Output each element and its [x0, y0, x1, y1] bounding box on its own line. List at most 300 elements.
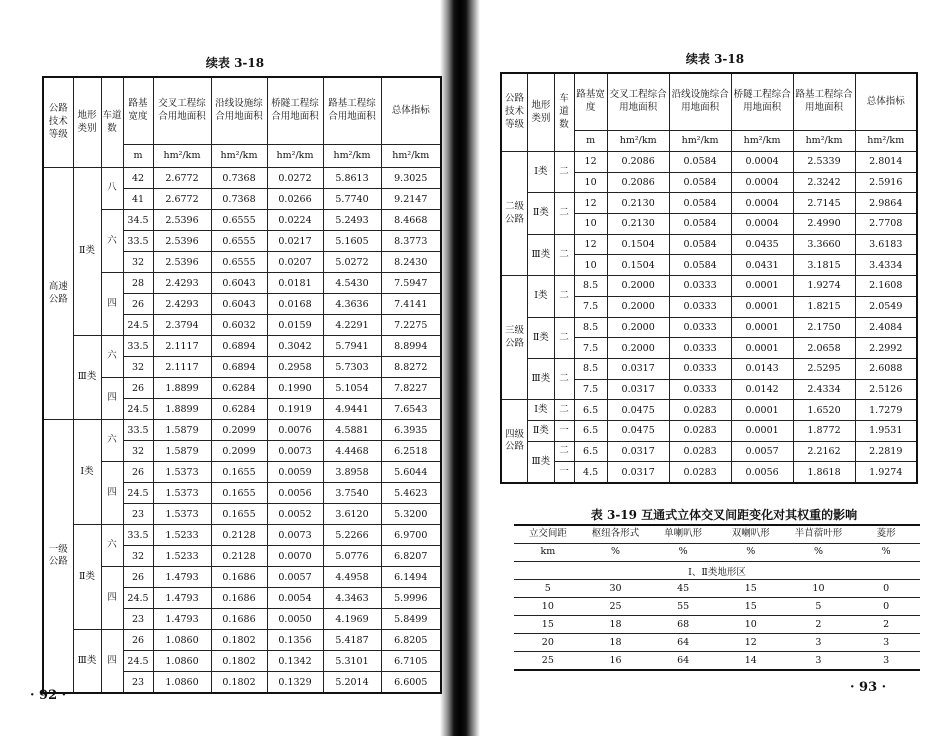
value-cell: 0.0004	[731, 172, 793, 193]
value-cell: 0.2128	[211, 525, 267, 546]
table-row	[43, 378, 441, 399]
header-width: 路基宽度	[123, 77, 153, 145]
table-row	[501, 276, 917, 297]
value-cell: 0.1655	[211, 483, 267, 504]
value-cell: 0.2958	[267, 357, 323, 378]
table-row	[501, 441, 917, 462]
value-cell: 1.5233	[153, 546, 211, 567]
value-cell: 0.0283	[669, 420, 731, 441]
value-cell: 5.1605	[323, 231, 381, 252]
table-row	[501, 317, 917, 338]
table-row	[43, 525, 441, 546]
table-row	[514, 616, 920, 634]
value-cell: 45	[649, 580, 717, 598]
value-cell: 0.1802	[211, 672, 267, 694]
value-cell: 3.7540	[323, 483, 381, 504]
value-cell: 0.0004	[731, 214, 793, 235]
table-row	[43, 210, 441, 231]
value-cell: 0.6555	[211, 252, 267, 273]
value-cell: 0.1655	[211, 504, 267, 525]
value-cell: 2.4084	[855, 317, 917, 338]
group-label: 八	[101, 168, 123, 210]
group-label: 二级公路	[501, 152, 528, 276]
value-cell: 3	[785, 652, 853, 671]
value-cell: 6.5	[574, 441, 607, 462]
value-cell: 33.5	[123, 336, 153, 357]
value-cell: 0.0333	[669, 296, 731, 317]
value-cell: 2.6772	[153, 168, 211, 189]
right-table-body	[501, 152, 917, 484]
value-cell: 0.0224	[267, 210, 323, 231]
header-lanes: 车道数	[101, 77, 123, 168]
table-row	[43, 273, 441, 294]
value-cell: 8.3773	[381, 231, 441, 252]
value-cell: 28	[123, 273, 153, 294]
t19-unit: km	[514, 544, 582, 562]
value-cell: 5.3101	[323, 651, 381, 672]
value-cell: 2.4334	[793, 379, 855, 400]
value-cell: 10	[574, 214, 607, 235]
value-cell: 0.2130	[607, 193, 669, 214]
value-cell: 15	[717, 598, 785, 616]
value-cell: 64	[649, 652, 717, 671]
land-use-table-left	[42, 76, 442, 694]
value-cell: 0.1919	[267, 399, 323, 420]
value-cell: 41	[123, 189, 153, 210]
value-cell: 18	[582, 634, 650, 652]
header-c3: 桥隧工程综合用地面积	[731, 73, 793, 131]
value-cell: 5.6044	[381, 462, 441, 483]
header-grade: 公路技术等级	[501, 73, 528, 152]
group-label: Ⅱ类	[73, 168, 101, 336]
value-cell: 0.0057	[731, 441, 793, 462]
value-cell: 24.5	[123, 399, 153, 420]
value-cell: 0.0143	[731, 358, 793, 379]
value-cell: 5.0776	[323, 546, 381, 567]
value-cell: 0.0142	[731, 379, 793, 400]
value-cell: 0.0317	[607, 358, 669, 379]
header-c5: 总体指标	[381, 77, 441, 145]
value-cell: 2.5295	[793, 358, 855, 379]
value-cell: 0.2000	[607, 296, 669, 317]
unit-cell: hm²/km	[211, 145, 267, 168]
table-title: 续表 3-18	[205, 56, 265, 70]
value-cell: 5	[785, 598, 853, 616]
value-cell: 4.5	[574, 462, 607, 483]
value-cell: 3.4334	[855, 255, 917, 276]
value-cell: 2.5916	[855, 172, 917, 193]
value-cell: 0.2128	[211, 546, 267, 567]
value-cell: 0.0283	[669, 441, 731, 462]
value-cell: 4.5881	[323, 420, 381, 441]
value-cell: 0.6043	[211, 273, 267, 294]
value-cell: 30	[582, 580, 650, 598]
value-cell: 0.6894	[211, 336, 267, 357]
value-cell: 0.0217	[267, 231, 323, 252]
value-cell: 15	[717, 580, 785, 598]
value-cell: 0.6043	[211, 294, 267, 315]
value-cell: 7.8227	[381, 378, 441, 399]
value-cell: 1.9274	[793, 276, 855, 297]
value-cell: 0.2000	[607, 317, 669, 338]
value-cell: 0.2099	[211, 420, 267, 441]
value-cell: 0.6284	[211, 399, 267, 420]
value-cell: 33.5	[123, 231, 153, 252]
value-cell: 1.9274	[855, 462, 917, 483]
table-title: 续表 3-18	[685, 52, 745, 66]
value-cell: 2.4990	[793, 214, 855, 235]
value-cell: 0.2086	[607, 172, 669, 193]
value-cell: 0.0168	[267, 294, 323, 315]
value-cell: 0.0333	[669, 379, 731, 400]
group-label: 二	[554, 317, 574, 358]
value-cell: 0.0001	[731, 420, 793, 441]
value-cell: 0.0001	[731, 317, 793, 338]
value-cell: 3.6120	[323, 504, 381, 525]
value-cell: 3	[785, 634, 853, 652]
group-label: 六	[101, 210, 123, 273]
value-cell: 2.0549	[855, 296, 917, 317]
value-cell: 0.2000	[607, 276, 669, 297]
t19-body	[514, 580, 920, 671]
value-cell: 3.6183	[855, 234, 917, 255]
value-cell: 5.1054	[323, 378, 381, 399]
value-cell: 5.2493	[323, 210, 381, 231]
value-cell: 7.5947	[381, 273, 441, 294]
value-cell: 2.5126	[855, 379, 917, 400]
value-cell: 4.9441	[323, 399, 381, 420]
value-cell: 0.1329	[267, 672, 323, 694]
value-cell: 1.5373	[153, 462, 211, 483]
group-label: 二	[554, 276, 574, 317]
value-cell: 3.8958	[323, 462, 381, 483]
value-cell: 0.1356	[267, 630, 323, 651]
value-cell: 0.3042	[267, 336, 323, 357]
group-label: Ⅱ类	[528, 193, 555, 234]
value-cell: 2.4293	[153, 273, 211, 294]
group-label: Ⅰ类	[73, 420, 101, 525]
value-cell: 0.0317	[607, 441, 669, 462]
value-cell: 0.0584	[669, 172, 731, 193]
group-label: 二	[554, 358, 574, 399]
value-cell: 2.7708	[855, 214, 917, 235]
value-cell: 2.2819	[855, 441, 917, 462]
value-cell: 0.1504	[607, 255, 669, 276]
table-row	[501, 193, 917, 214]
value-cell: 5.7740	[323, 189, 381, 210]
group-label: 四	[101, 567, 123, 630]
value-cell: 24.5	[123, 315, 153, 336]
interchange-weight-table	[514, 524, 920, 671]
header-c5: 总体指标	[855, 73, 917, 131]
group-label: Ⅲ类	[528, 234, 555, 275]
value-cell: 1.5879	[153, 420, 211, 441]
value-cell: 3	[852, 634, 920, 652]
value-cell: 2.5396	[153, 210, 211, 231]
value-cell: 0.1686	[211, 567, 267, 588]
t19-header: 半苜蓿叶形	[785, 525, 853, 544]
value-cell: 2.6088	[855, 358, 917, 379]
value-cell: 7.5	[574, 379, 607, 400]
value-cell: 8.5	[574, 358, 607, 379]
unit-cell: hm²/km	[669, 131, 731, 152]
header-c3: 桥隧工程综合用地面积	[267, 77, 323, 145]
table-row	[514, 634, 920, 652]
value-cell: 0	[852, 580, 920, 598]
t19-unit: %	[649, 544, 717, 562]
group-label: 二	[554, 400, 574, 421]
header-terrain: 地形类别	[73, 77, 101, 168]
value-cell: 0.0073	[267, 441, 323, 462]
t19-header: 单喇叭形	[649, 525, 717, 544]
value-cell: 7.6543	[381, 399, 441, 420]
unit-cell: hm²/km	[153, 145, 211, 168]
table-row	[501, 462, 917, 483]
value-cell: 6.2518	[381, 441, 441, 462]
t19-unit: %	[785, 544, 853, 562]
value-cell: 0.0001	[731, 276, 793, 297]
group-label: Ⅲ类	[73, 336, 101, 420]
value-cell: 1.4793	[153, 567, 211, 588]
header-c4: 路基工程综合用地面积	[323, 77, 381, 145]
value-cell: 6.1494	[381, 567, 441, 588]
header-width: 路基宽度	[574, 73, 607, 131]
group-label: 四	[101, 630, 123, 694]
group-label: 二	[554, 152, 574, 193]
value-cell: 23	[123, 609, 153, 630]
unit-cell: hm²/km	[323, 145, 381, 168]
value-cell: 2.1117	[153, 336, 211, 357]
value-cell: 0.7368	[211, 168, 267, 189]
value-cell: 32	[123, 357, 153, 378]
value-cell: 0.0317	[607, 379, 669, 400]
group-label: Ⅱ类	[528, 317, 555, 358]
header-c2: 沿线设施综合用地面积	[211, 77, 267, 145]
t19-unit: %	[852, 544, 920, 562]
group-label: Ⅲ类	[528, 358, 555, 399]
value-cell: 2	[785, 616, 853, 634]
group-label: 二	[554, 234, 574, 275]
value-cell: 1.7279	[855, 400, 917, 421]
value-cell: 0.0283	[669, 462, 731, 483]
value-cell: 8.8994	[381, 336, 441, 357]
value-cell: 5.2266	[323, 525, 381, 546]
value-cell: 26	[123, 378, 153, 399]
value-cell: 5.7941	[323, 336, 381, 357]
group-label: 三级公路	[501, 276, 528, 400]
value-cell: 23	[123, 672, 153, 694]
value-cell: 5.2014	[323, 672, 381, 694]
value-cell: 0.6555	[211, 210, 267, 231]
t19-unit: %	[717, 544, 785, 562]
value-cell: 6.3935	[381, 420, 441, 441]
unit-cell: hm²/km	[731, 131, 793, 152]
value-cell: 24.5	[123, 588, 153, 609]
table-row	[514, 652, 920, 671]
value-cell: 5.3200	[381, 504, 441, 525]
value-cell: 0.0001	[731, 338, 793, 359]
value-cell: 2.1117	[153, 357, 211, 378]
value-cell: 0.0584	[669, 255, 731, 276]
group-label: Ⅰ类	[528, 276, 555, 317]
unit-cell: m	[574, 131, 607, 152]
value-cell: 0.0584	[669, 152, 731, 173]
group-label: 四	[101, 462, 123, 525]
table-row	[501, 234, 917, 255]
value-cell: 0.2130	[607, 214, 669, 235]
value-cell: 1.9531	[855, 420, 917, 441]
value-cell: 33.5	[123, 525, 153, 546]
value-cell: 2.1608	[855, 276, 917, 297]
value-cell: 0.0584	[669, 193, 731, 214]
value-cell: 0.6555	[211, 231, 267, 252]
value-cell: 0.6894	[211, 357, 267, 378]
value-cell: 0.1990	[267, 378, 323, 399]
value-cell: 8.5	[574, 317, 607, 338]
t19-header: 枢纽各形式	[582, 525, 650, 544]
value-cell: 0.0272	[267, 168, 323, 189]
value-cell: 0.0333	[669, 338, 731, 359]
value-cell: 2.6772	[153, 189, 211, 210]
value-cell: 5.8613	[323, 168, 381, 189]
group-label: 一级公路	[43, 420, 73, 694]
value-cell: 0.1655	[211, 462, 267, 483]
value-cell: 2.5396	[153, 231, 211, 252]
value-cell: 2.2162	[793, 441, 855, 462]
value-cell: 8.2430	[381, 252, 441, 273]
value-cell: 2.5396	[153, 252, 211, 273]
value-cell: 25	[514, 652, 582, 671]
value-cell: 6.8207	[381, 546, 441, 567]
value-cell: 1.0860	[153, 651, 211, 672]
table-row	[43, 420, 441, 441]
value-cell: 9.3025	[381, 168, 441, 189]
value-cell: 1.5373	[153, 504, 211, 525]
value-cell: 25	[582, 598, 650, 616]
value-cell: 0.0076	[267, 420, 323, 441]
table-row	[43, 462, 441, 483]
value-cell: 5.8499	[381, 609, 441, 630]
group-label: 四级公路	[501, 400, 528, 483]
table-row	[514, 580, 920, 598]
group-label: 六	[101, 525, 123, 567]
group-label: Ⅰ类	[528, 400, 555, 421]
value-cell: 2.9864	[855, 193, 917, 214]
value-cell: 12	[574, 152, 607, 173]
group-label: 六	[101, 420, 123, 462]
value-cell: 26	[123, 294, 153, 315]
page-number: · 92 ·	[30, 688, 67, 703]
value-cell: 26	[123, 567, 153, 588]
value-cell: 55	[649, 598, 717, 616]
value-cell: 0.0001	[731, 296, 793, 317]
unit-cell: hm²/km	[855, 131, 917, 152]
value-cell: 0.0056	[731, 462, 793, 483]
header-grade: 公路技术等级	[43, 77, 73, 168]
value-cell: 2.3242	[793, 172, 855, 193]
value-cell: 64	[649, 634, 717, 652]
value-cell: 0.0057	[267, 567, 323, 588]
value-cell: 2.3794	[153, 315, 211, 336]
header-c1: 交叉工程综合用地面积	[153, 77, 211, 145]
value-cell: 6.7105	[381, 651, 441, 672]
value-cell: 18	[582, 616, 650, 634]
value-cell: 0.0004	[731, 152, 793, 173]
unit-cell: m	[123, 145, 153, 168]
value-cell: 0.1686	[211, 609, 267, 630]
header-c4: 路基工程综合用地面积	[793, 73, 855, 131]
t19-header: 菱形	[852, 525, 920, 544]
value-cell: 0.1802	[211, 651, 267, 672]
unit-cell: hm²/km	[793, 131, 855, 152]
value-cell: 7.5	[574, 296, 607, 317]
value-cell: 3.3660	[793, 234, 855, 255]
unit-cell: hm²/km	[381, 145, 441, 168]
value-cell: 14	[717, 652, 785, 671]
header-c1: 交叉工程综合用地面积	[607, 73, 669, 131]
value-cell: 0.6032	[211, 315, 267, 336]
value-cell: 10	[514, 598, 582, 616]
value-cell: 0.0207	[267, 252, 323, 273]
t19-unit: %	[582, 544, 650, 562]
value-cell: 0.0435	[731, 234, 793, 255]
value-cell: 8.5	[574, 276, 607, 297]
value-cell: 0.2086	[607, 152, 669, 173]
value-cell: 23	[123, 504, 153, 525]
value-cell: 0.0431	[731, 255, 793, 276]
value-cell: 26	[123, 630, 153, 651]
value-cell: 0.0052	[267, 504, 323, 525]
group-label: 四	[101, 273, 123, 336]
value-cell: 1.0860	[153, 672, 211, 694]
value-cell: 6.6005	[381, 672, 441, 694]
value-cell: 32	[123, 252, 153, 273]
value-cell: 2.0658	[793, 338, 855, 359]
value-cell: 16	[582, 652, 650, 671]
group-label: 一	[554, 462, 574, 483]
value-cell: 2	[852, 616, 920, 634]
value-cell: 34.5	[123, 210, 153, 231]
group-label: Ⅰ类	[528, 152, 555, 193]
table-row	[43, 336, 441, 357]
value-cell: 2.4293	[153, 294, 211, 315]
value-cell: 1.8618	[793, 462, 855, 483]
value-cell: 0.1504	[607, 234, 669, 255]
value-cell: 2.7145	[793, 193, 855, 214]
value-cell: 12	[574, 234, 607, 255]
value-cell: 0.0001	[731, 400, 793, 421]
value-cell: 0.1802	[211, 630, 267, 651]
value-cell: 0.0475	[607, 420, 669, 441]
group-label: Ⅲ类	[528, 441, 555, 483]
land-use-table-right	[500, 72, 918, 484]
value-cell: 1.8772	[793, 420, 855, 441]
value-cell: 6.8205	[381, 630, 441, 651]
value-cell: 5	[514, 580, 582, 598]
table-row	[501, 152, 917, 173]
value-cell: 0.0073	[267, 525, 323, 546]
value-cell: 10	[717, 616, 785, 634]
value-cell: 7.2275	[381, 315, 441, 336]
value-cell: 15	[514, 616, 582, 634]
group-label: 二	[554, 441, 574, 462]
group-label: 二	[554, 193, 574, 234]
value-cell: 0.0584	[669, 214, 731, 235]
group-label: Ⅱ类	[73, 525, 101, 630]
group-label: 四	[101, 378, 123, 420]
value-cell: 0.0181	[267, 273, 323, 294]
page-number: · 93 ·	[850, 680, 887, 695]
